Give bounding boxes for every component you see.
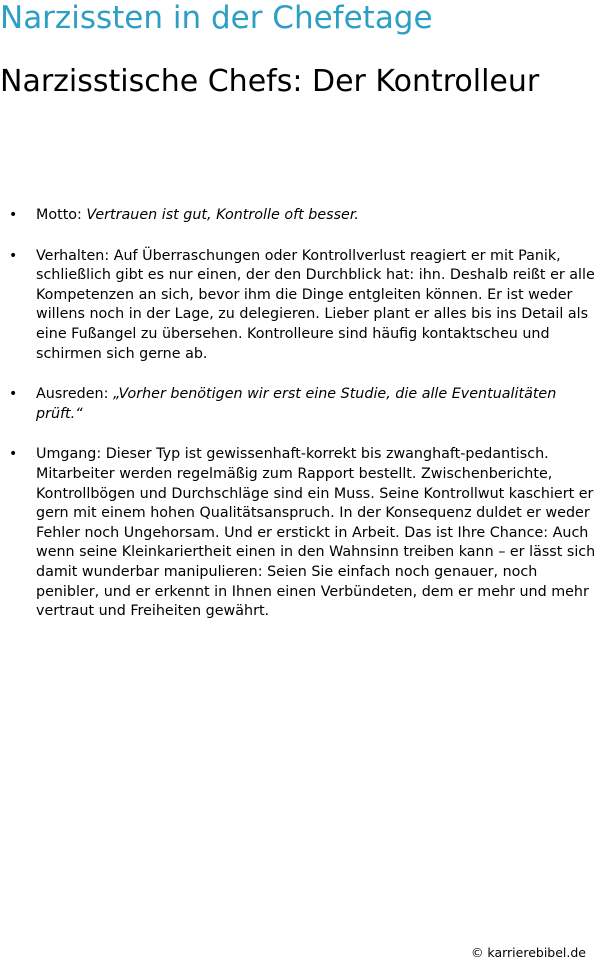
bullet-text: Auf Überraschungen oder Kontrollverlust reagiert er mit Panik, schließlich gibt es nur einen, der den Durchblick hat: ihn. Deshalb reißt er alle Kompetenzen an sich, bevor ihm die Dinge entgleiten können. Er ist weder willens noch in der Lage, zu delegieren. Lieber plant er alles bis ins Detail als eine Fußangel zu übersehen. Kontrolleure sind häufig kontaktscheu und schirmen sich gerne ab. [36,247,595,362]
bullet-label: Motto: [36,207,87,223]
bullet-icon: • [9,386,18,403]
bullet-label: Umgang: [36,446,106,463]
bullet-verhalten [0,247,604,365]
bullet-list [0,206,604,643]
bullet-label: Ausreden: [36,386,113,403]
bullet-label: Verhalten: [36,247,114,264]
bullet-umgang [0,445,604,621]
bullet-icon: • [9,207,18,223]
copyright-footer: © karrierebibel.de [470,945,586,960]
bullet-motto [0,206,604,226]
section-title: Narzissten in der Chefetage [0,0,433,36]
bullet-ausreden [0,385,604,424]
bullet-icon: • [9,446,18,463]
bullet-text: Dieser Typ ist gewissenhaft-korrekt bis zwanghaft-pedantisch. Mitarbeiter werden regelmäßig zum Rapport bestellt. Zwischenberichte, Kontrollbögen und Durchschläge sind ein Muss. Seine Kontrollwut kaschiert er gern mit einem hohen Qualitätsanspruch. In der Konsequenz duldet er weder Fehler noch Ungehorsam. Und er erstickt in Arbeit. Das ist Ihre Chance: Auch wenn seine Kleinkariertheit einen in den Wahnsinn treiben kann – er lässt sich damit wunderbar manipulieren: Seien Sie einfach noch genauer, noch penibler, und er erkennt in Ihnen einen Verbündeten, dem er mehr und mehr vertraut und Freiheiten gewährt. [36,446,596,620]
page-title: Narzisstische Chefs: Der Kontrolleur [0,64,540,99]
bullet-text: „Vorher benötigen wir erst eine Studie, die alle Eventualitäten prüft.“ [36,386,557,422]
bullet-text: Vertrauen ist gut, Kontrolle oft besser. [86,207,359,223]
bullet-icon: • [9,247,18,264]
